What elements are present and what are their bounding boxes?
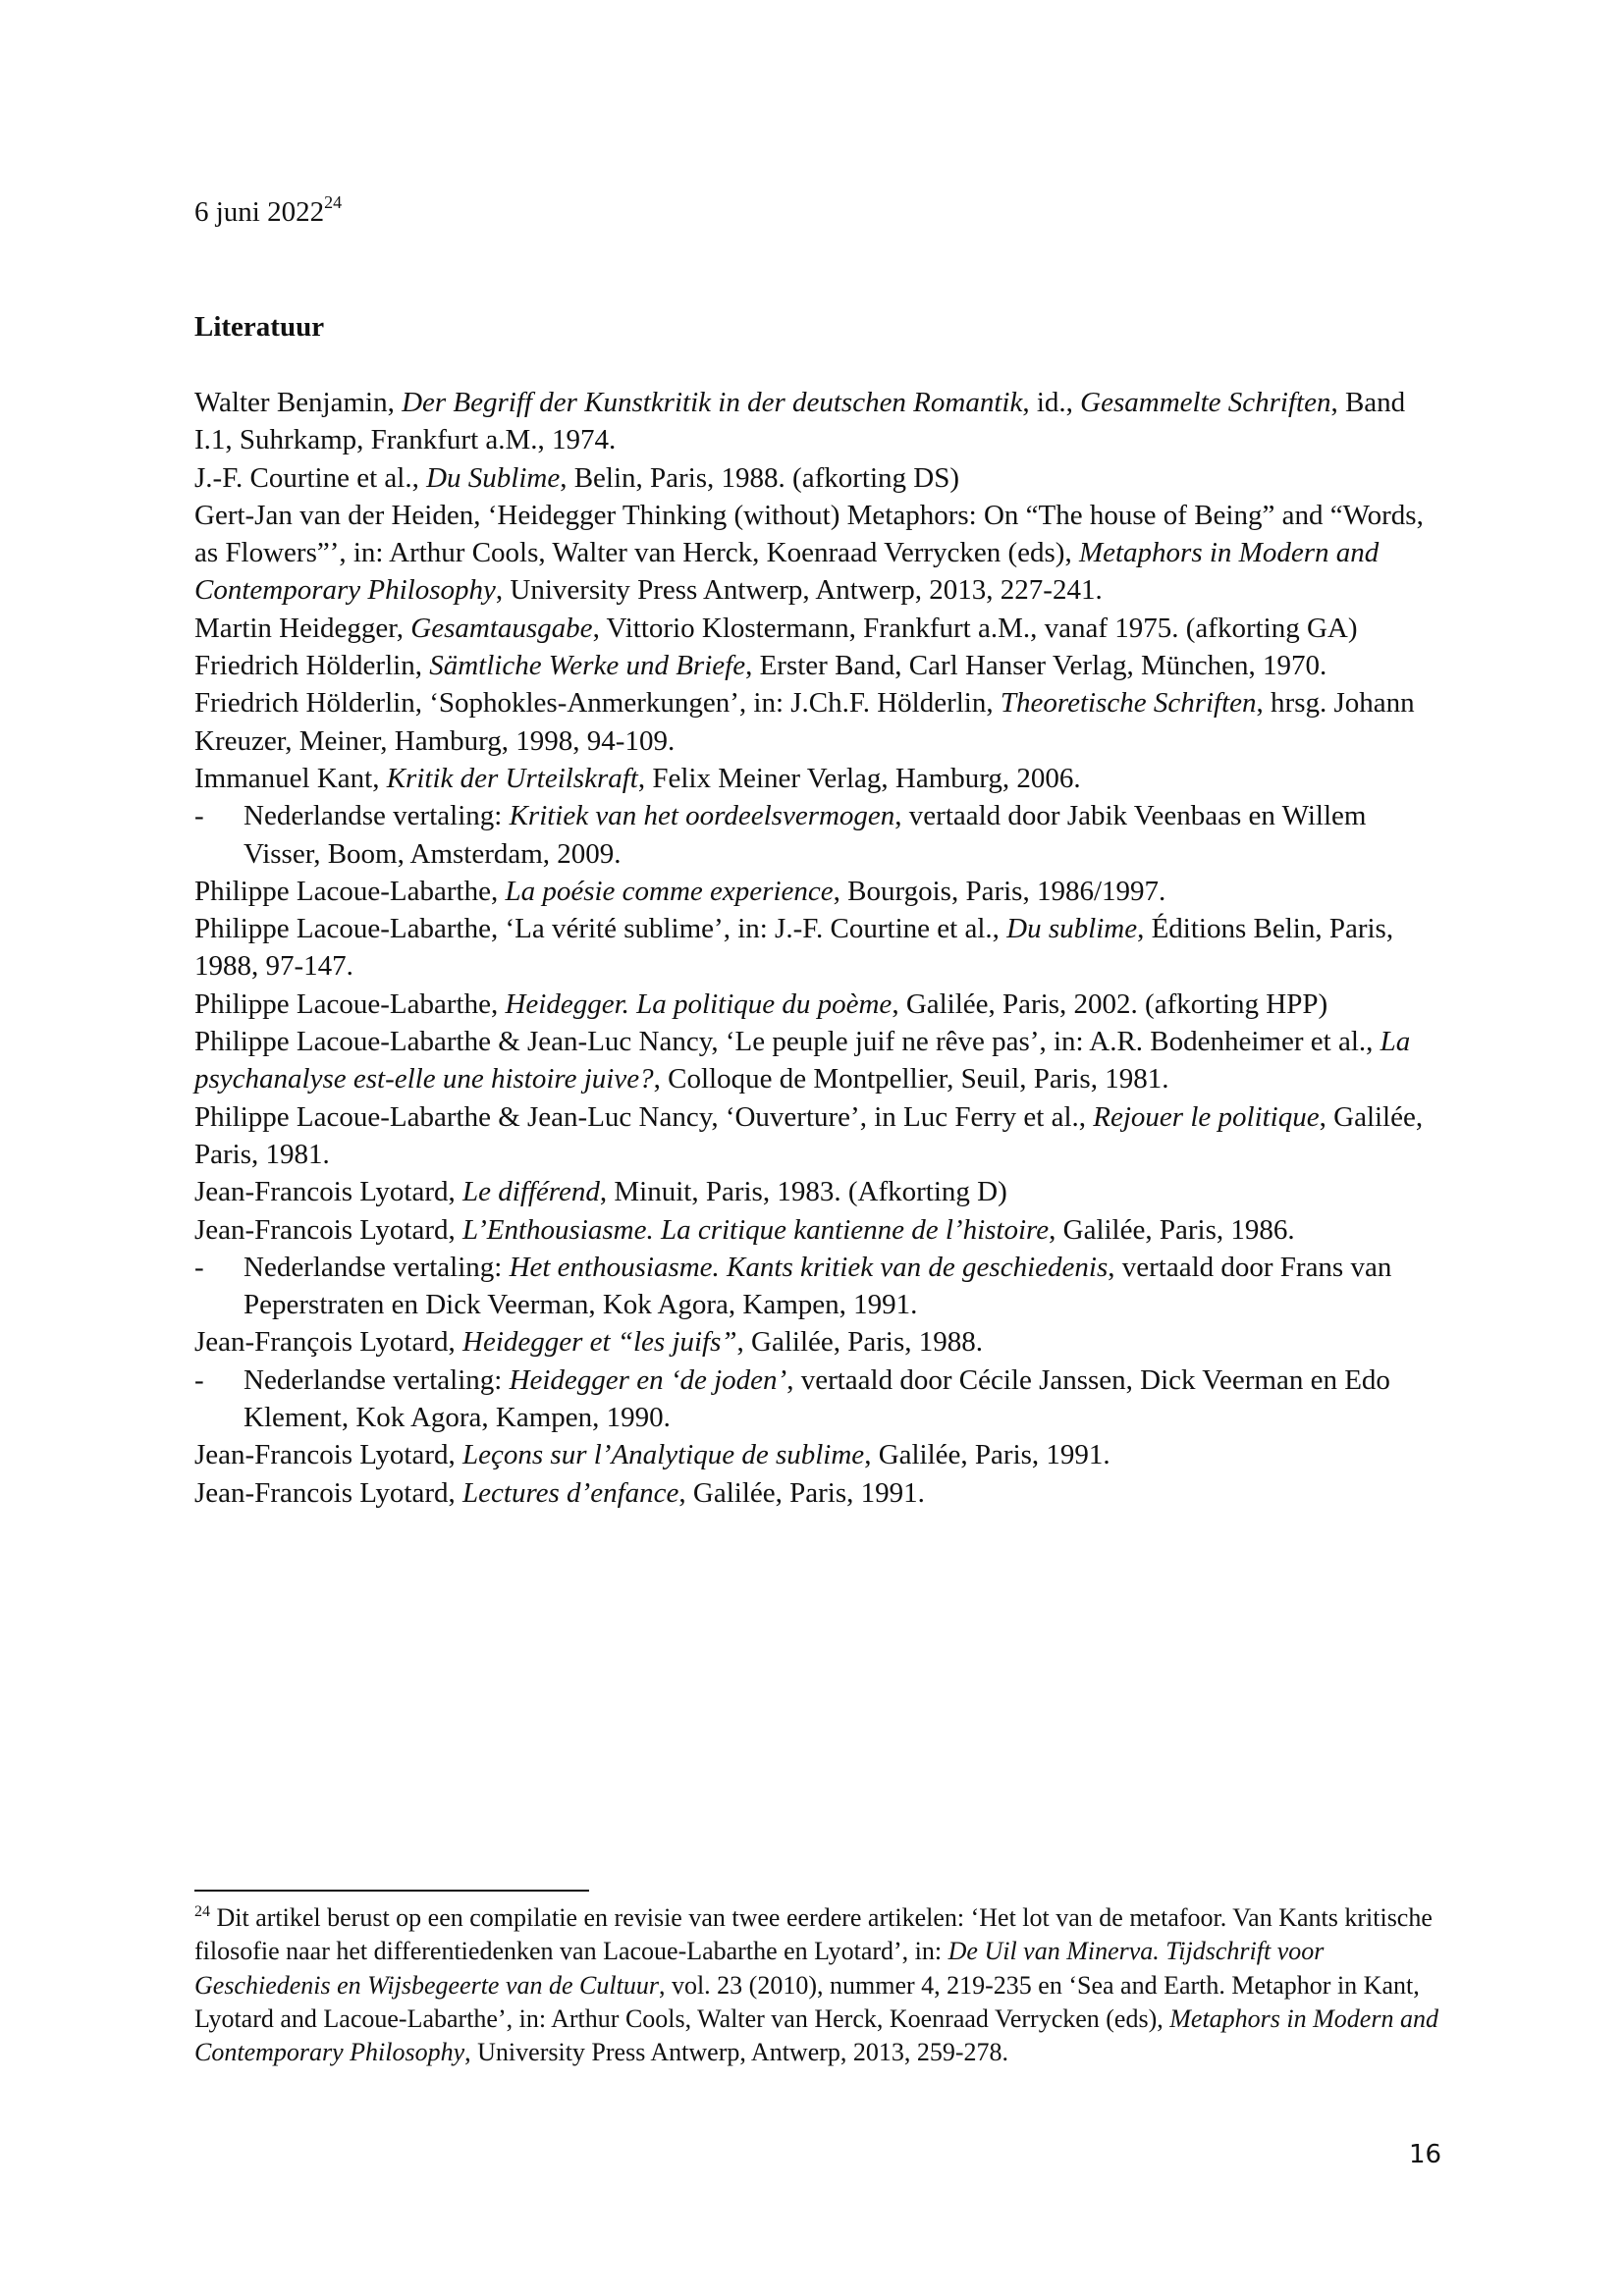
text-run: Walter Benjamin,	[194, 387, 403, 418]
bibliography-entry	[194, 873, 1446, 910]
italic-title: De Uil van Minerva. Tijdschrift voor Geschiedenis en Wijsbegeerte van de Cultuur	[194, 1937, 1325, 2000]
bibliography-list	[194, 384, 1446, 1512]
italic-title: Du Sublime	[426, 461, 561, 494]
text-run: , Minuit, Paris, 1983. (Afkorting D)	[599, 1176, 1007, 1208]
page-number: 16	[1409, 2140, 1442, 2169]
bibliography-entry	[194, 1474, 1446, 1512]
bibliography-entry	[194, 384, 1446, 459]
italic-title: Rejouer le politique	[1093, 1100, 1320, 1133]
italic-title: Du sublime	[1006, 913, 1138, 945]
text-run: , University Press Antwerp, Antwerp, 2013, 259-278.	[464, 2038, 1009, 2067]
text-run: Jean-François Lyotard,	[194, 1326, 463, 1359]
list-dash: -	[194, 1363, 204, 1396]
bibliography-entry	[194, 1211, 1446, 1249]
footnote	[194, 1901, 1446, 2069]
bibliography-entry	[194, 459, 1446, 497]
italic-title: Heidegger en ‘de joden’	[509, 1363, 787, 1396]
text-run: Jean-Francois Lyotard,	[194, 1476, 463, 1509]
italic-title: Gesamtausgabe	[410, 612, 593, 644]
text-run: , Galilée, Paris, 1991.	[864, 1439, 1110, 1471]
text-run: Jean-Francois Lyotard,	[194, 1213, 463, 1246]
text-run: , Band I.1, Suhrkamp, Frankfurt a.M., 1974.	[194, 387, 1406, 456]
date-text: 6 juni 2022	[194, 196, 325, 228]
italic-title: Theoretische Schriften	[1000, 687, 1257, 720]
text-run: , vertaald door Cécile Janssen, Dick Veerman en Edo Klement, Kok Agora, Kampen, 1990.	[244, 1363, 1390, 1434]
italic-title: Der Begriff der Kunstkritik in der deutschen Romantik	[402, 387, 1023, 418]
italic-title: Kritiek van het oordeelsvermogen	[509, 800, 895, 832]
text-run: , Erster Band, Carl Hanser Verlag, München, 1970.	[745, 650, 1327, 682]
italic-title: Het enthousiasme. Kants kritiek van de geschiedenis	[509, 1251, 1109, 1283]
italic-title: Metaphors in Modern and Contemporary Philosophy	[194, 537, 1380, 607]
text-run: Nederlandse vertaling:	[244, 800, 510, 832]
italic-title: La psychanalyse est-elle une histoire juive?	[194, 1026, 1411, 1095]
text-run: , Belin, Paris, 1988. (afkorting DS)	[560, 461, 959, 494]
text-run: , Galilée, Paris, 1986.	[1049, 1213, 1295, 1246]
text-run: Martin Heidegger,	[194, 612, 411, 644]
text-run: Friedrich Hölderlin, ‘Sophokles-Anmerkungen’, in: J.Ch.F. Hölderlin,	[194, 687, 1001, 720]
italic-title: Heidegger. La politique du poème	[505, 988, 893, 1020]
text-run: , Éditions Belin, Paris, 1988, 97-147.	[194, 913, 1394, 983]
footnote-number: 24	[194, 1903, 210, 1920]
text-run: J.-F. Courtine et al.,	[194, 461, 427, 494]
bibliography-entry	[194, 647, 1446, 684]
text-run: Gert-Jan van der Heiden, ‘Heidegger Thinking (without) Metaphors: On “The house of Being” and “Words, as Flowers”’, in: Arthur Cools, Walter van Herck, Koenraad Verrycken (eds),	[194, 499, 1424, 569]
italic-title: Kritik der Urteilskraft	[386, 762, 638, 794]
bibliography-entry	[194, 1098, 1446, 1174]
footnote-text	[194, 1903, 1438, 2066]
footnote-separator	[194, 1890, 589, 1892]
bibliography-entry	[194, 497, 1446, 610]
bibliography-subentry	[194, 1362, 1446, 1437]
bibliography-entry	[194, 610, 1446, 647]
bibliography-entry	[194, 760, 1446, 797]
bibliography-subentry	[194, 797, 1446, 873]
date-line	[194, 192, 342, 232]
bibliography-entry	[194, 910, 1446, 986]
italic-title: Lectures d’enfance	[462, 1476, 679, 1509]
italic-title: Leçons sur l’Analytique de sublime	[462, 1439, 865, 1471]
bibliography-entry	[194, 1173, 1446, 1210]
text-run: , vertaald door Frans van Peperstraten en Dick Veerman, Kok Agora, Kampen, 1991.	[244, 1251, 1392, 1321]
text-run: , Felix Meiner Verlag, Hamburg, 2006.	[637, 762, 1081, 794]
text-run: Jean-Francois Lyotard,	[194, 1176, 463, 1208]
italic-title: L’Enthousiasme. La critique kantienne de l’histoire	[462, 1213, 1050, 1246]
section-heading: Literatuur	[194, 311, 325, 343]
italic-title: Le différend	[462, 1176, 600, 1208]
text-run: , University Press Antwerp, Antwerp, 2013, 227-241.	[495, 574, 1103, 607]
text-run: , Galilée, Paris, 1991.	[678, 1476, 925, 1509]
text-run: , Galilée, Paris, 1981.	[194, 1100, 1424, 1170]
text-run: , hrsg. Johann Kreuzer, Meiner, Hamburg, 1998, 94-109.	[194, 687, 1415, 757]
text-run: Dit artikel berust op een compilatie en revisie van twee eerdere artikelen: ‘Het lot van de metafoor. Van Kants kritische filosofie naar het differentiedenken van Lacoue-Labarthe en Lyotard’, in:	[194, 1903, 1433, 1966]
bibliography-subentry	[194, 1249, 1446, 1324]
text-run: , vol. 23 (2010), nummer 4, 219-235 en ‘Sea and Earth. Metaphor in Kant, Lyotard and Lacoue-Labarthe’, in: Arthur Cools, Walter van Herck, Koenraad Verrycken (eds),	[194, 1970, 1420, 2033]
text-run: , Vittorio Klostermann, Frankfurt a.M., vanaf 1975. (afkorting GA)	[592, 612, 1358, 644]
text-run: Philippe Lacoue-Labarthe & Jean-Luc Nancy, ‘Le peuple juif ne rêve pas’, in: A.R. Bodenheimer et al.,	[194, 1026, 1380, 1058]
bibliography-entry	[194, 1323, 1446, 1361]
text-run: , Colloque de Montpellier, Seuil, Paris, 1981.	[653, 1063, 1169, 1095]
text-run: , vertaald door Jabik Veenbaas en Willem Visser, Boom, Amsterdam, 2009.	[244, 800, 1367, 870]
italic-title: Gesammelte Schriften	[1080, 387, 1331, 418]
italic-title: Metaphors in Modern and Contemporary Philosophy	[194, 2003, 1438, 2067]
bibliography-entry	[194, 1023, 1446, 1098]
italic-title: Heidegger et “les juifs”	[462, 1326, 737, 1359]
text-run: , id.,	[1022, 387, 1081, 418]
list-dash: -	[194, 1251, 204, 1283]
text-run: Friedrich Hölderlin,	[194, 650, 430, 682]
text-run: , Galilée, Paris, 1988.	[736, 1326, 984, 1359]
text-run: , Bourgois, Paris, 1986/1997.	[833, 875, 1166, 907]
text-run: Philippe Lacoue-Labarthe, ‘La vérité sublime’, in: J.-F. Courtine et al.,	[194, 913, 1007, 945]
list-dash: -	[194, 800, 204, 832]
bibliography-entry	[194, 684, 1446, 760]
footnote-reference[interactable]: 24	[324, 192, 343, 212]
bibliography-entry	[194, 986, 1446, 1023]
bibliography-entry	[194, 1436, 1446, 1473]
text-run: Nederlandse vertaling:	[244, 1251, 510, 1283]
italic-title: Sämtliche Werke und Briefe	[429, 650, 746, 682]
text-run: Philippe Lacoue-Labarthe & Jean-Luc Nancy, ‘Ouverture’, in Luc Ferry et al.,	[194, 1100, 1094, 1133]
text-run: Jean-Francois Lyotard,	[194, 1439, 463, 1471]
italic-title: La poésie comme experience	[505, 875, 834, 907]
text-run: Philippe Lacoue-Labarthe,	[194, 988, 506, 1020]
text-run: , Galilée, Paris, 2002. (afkorting HPP)	[892, 988, 1328, 1020]
text-run: Philippe Lacoue-Labarthe,	[194, 875, 506, 907]
text-run: Immanuel Kant,	[194, 762, 387, 794]
text-run: Nederlandse vertaling:	[244, 1363, 510, 1396]
